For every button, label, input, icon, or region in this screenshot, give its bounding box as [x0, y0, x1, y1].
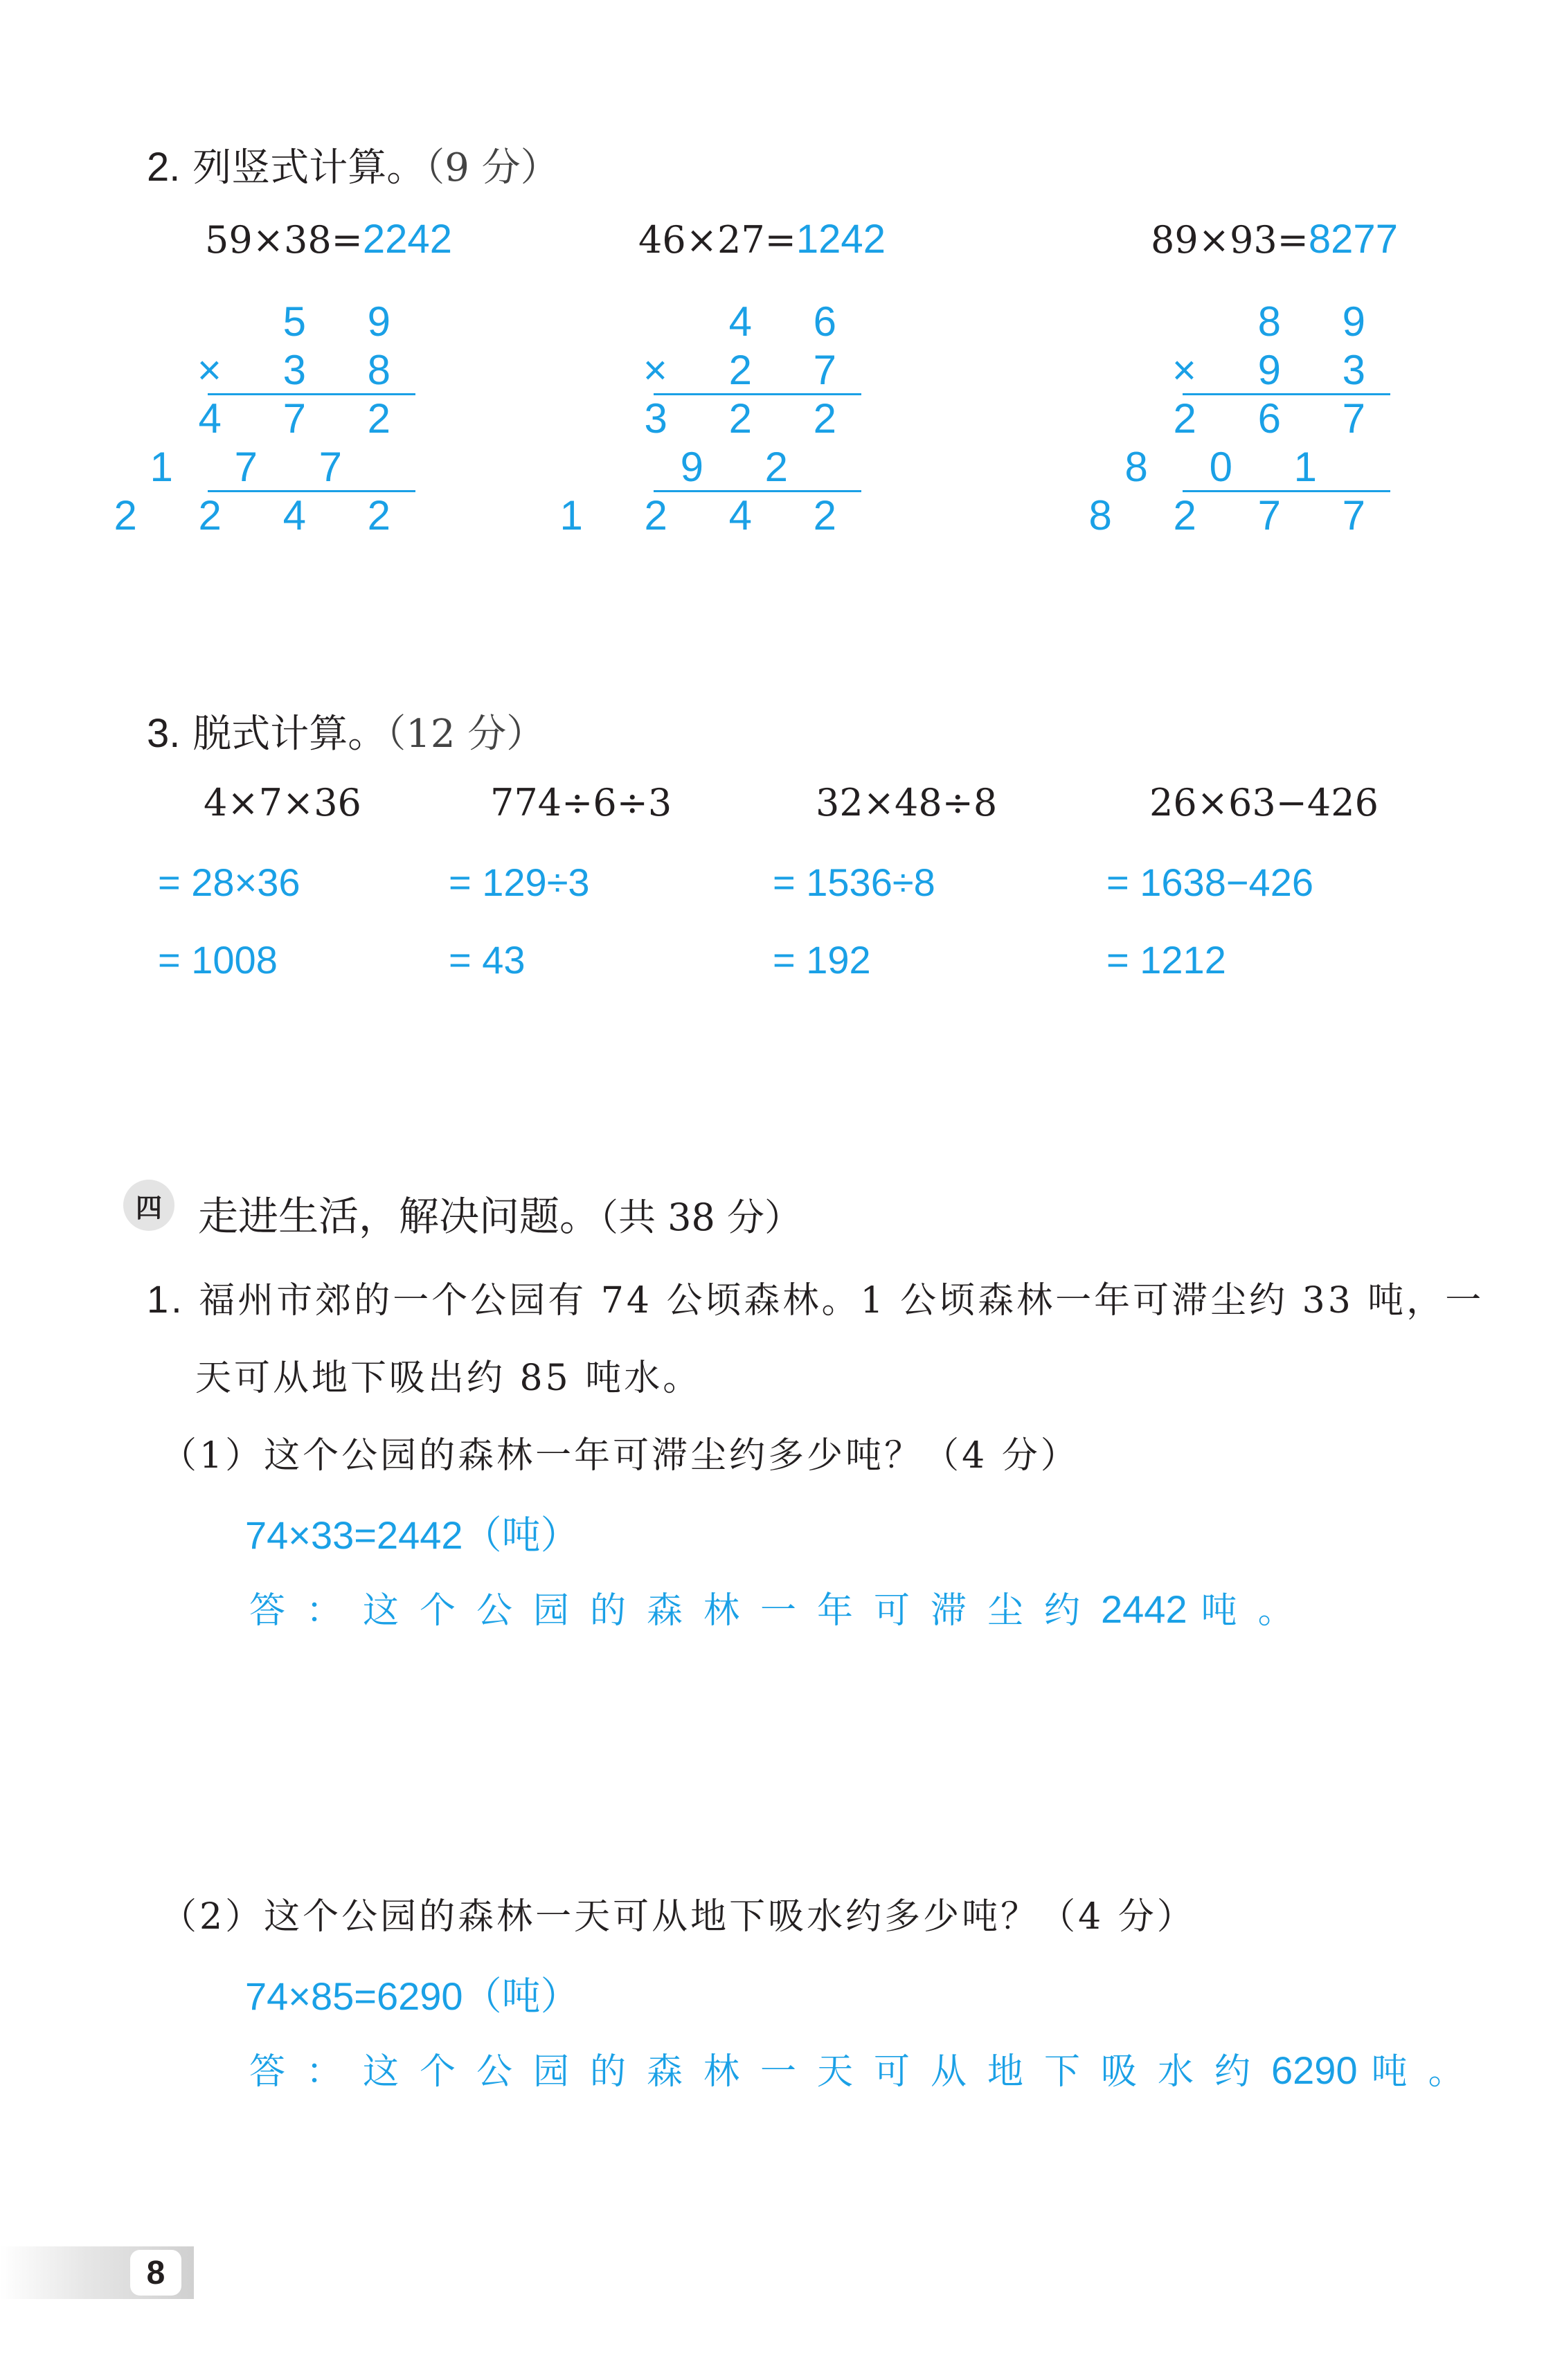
section4-header	[198, 1184, 802, 1242]
vertical-calc-2	[559, 291, 861, 540]
q2-expr-1	[205, 216, 452, 262]
vc3-row-5: 8 2 7 7	[1088, 492, 1390, 539]
sub1-answer-number: 2442	[1101, 1587, 1187, 1631]
problem1-line1	[147, 1271, 1484, 1323]
sub1-answer-prefix: 答：这个公园的森林一年可滞尘约	[249, 1590, 1102, 1632]
q2-expr-3-answer: 8277	[1308, 217, 1398, 262]
vc1-row-5: 2 2 4 2	[114, 492, 415, 539]
sub2-answer-number: 6290	[1271, 2048, 1358, 2092]
sub1-question: （1）这个公园的森林一年可滞尘约多少吨？（4 分）	[161, 1435, 1079, 1477]
sub1-solution: 74×33=2442（吨）	[245, 1513, 580, 1557]
section4-score: （共 38 分）	[600, 1196, 802, 1239]
q3-step1-3: = 1536÷8	[773, 860, 935, 904]
q3-step1-4: = 1638−426	[1106, 860, 1313, 904]
q2-score: （9 分）	[425, 145, 559, 190]
q3-expr-4: 26×63−426	[1149, 781, 1379, 824]
q2-expr-2-text: 46×27=	[638, 218, 796, 262]
sub2-answer-suffix: 吨。	[1371, 2051, 1485, 2093]
vc3-row-1: 8 9	[1257, 298, 1390, 345]
q3-expr-1: 4×7×36	[204, 781, 361, 824]
q3-step2-2: = 43	[449, 938, 526, 982]
sub1-answer	[249, 1581, 1315, 1633]
q2-expr-3	[1151, 216, 1398, 262]
q2-title: 列竖式计算。	[192, 145, 426, 190]
q2-expr-1-text: 59×38=	[205, 218, 363, 262]
vc1-row-3: 4 7 2	[198, 395, 415, 442]
vc2-row-3: 3 2 2	[644, 395, 861, 442]
page-number: 8	[130, 2250, 181, 2296]
vc1-row-1: 5 9	[282, 298, 415, 345]
q3-step2-1: = 1008	[158, 938, 278, 982]
q3-expr-3: 32×48÷8	[816, 781, 998, 824]
sub2-answer	[249, 2042, 1485, 2094]
q2-expr-2-answer: 1242	[796, 217, 886, 262]
vc1-row-4: 1 7 7	[150, 444, 367, 490]
q2-expr-1-answer: 2242	[362, 217, 452, 262]
vc3-row-4: 8 0 1	[1124, 444, 1342, 490]
problem1-number: 1.	[147, 1277, 185, 1321]
vc2-row-1: 4 6	[728, 298, 861, 345]
section-badge: 四	[123, 1180, 174, 1231]
vc2-row-2: × 2 7	[643, 347, 861, 393]
q3-step1-2: = 129÷3	[449, 860, 590, 904]
q2-expr-2	[638, 216, 886, 262]
q3-expr-2: 774÷6÷3	[490, 781, 672, 824]
problem1-text-1: 福州市郊的一个公园有 74 公顷森林。1 公顷森林一年可滞尘约 33 吨，一	[199, 1280, 1484, 1322]
sub2-answer-prefix: 答：这个公园的森林一天可从地下吸水约	[249, 2051, 1272, 2093]
problem1-line2: 天可从地下吸出约 85 吨水。	[195, 1358, 702, 1399]
q3-step2-4: = 1212	[1106, 938, 1226, 982]
q3-header	[147, 703, 545, 759]
q3-number: 3.	[147, 711, 181, 756]
q3-score: （12 分）	[386, 712, 546, 757]
vc3-row-3: 2 6 7	[1173, 395, 1390, 442]
q3-step1-1: = 28×36	[158, 860, 300, 904]
vc3-row-2: × 9 3	[1172, 347, 1390, 393]
q3-title: 脱式计算。	[192, 712, 387, 757]
vertical-calc-3	[1088, 291, 1390, 540]
sub1-answer-suffix: 吨。	[1201, 1590, 1315, 1632]
q3-step2-3: = 192	[773, 938, 871, 982]
section4-title: 走进生活，解决问题。	[198, 1194, 600, 1239]
q2-expr-3-text: 89×93=	[1151, 218, 1309, 262]
sub2-question: （2）这个公园的森林一天可从地下吸水约多少吨？（4 分）	[161, 1896, 1196, 1938]
vc1-row-2: × 3 8	[197, 347, 415, 393]
vc2-row-4: 9 2	[680, 444, 813, 490]
sub2-solution: 74×85=6290（吨）	[245, 1974, 580, 2018]
vertical-calc-1	[114, 291, 415, 540]
vc2-row-5: 1 2 4 2	[559, 492, 861, 539]
q2-number: 2.	[147, 145, 181, 190]
q2-header	[147, 137, 559, 192]
